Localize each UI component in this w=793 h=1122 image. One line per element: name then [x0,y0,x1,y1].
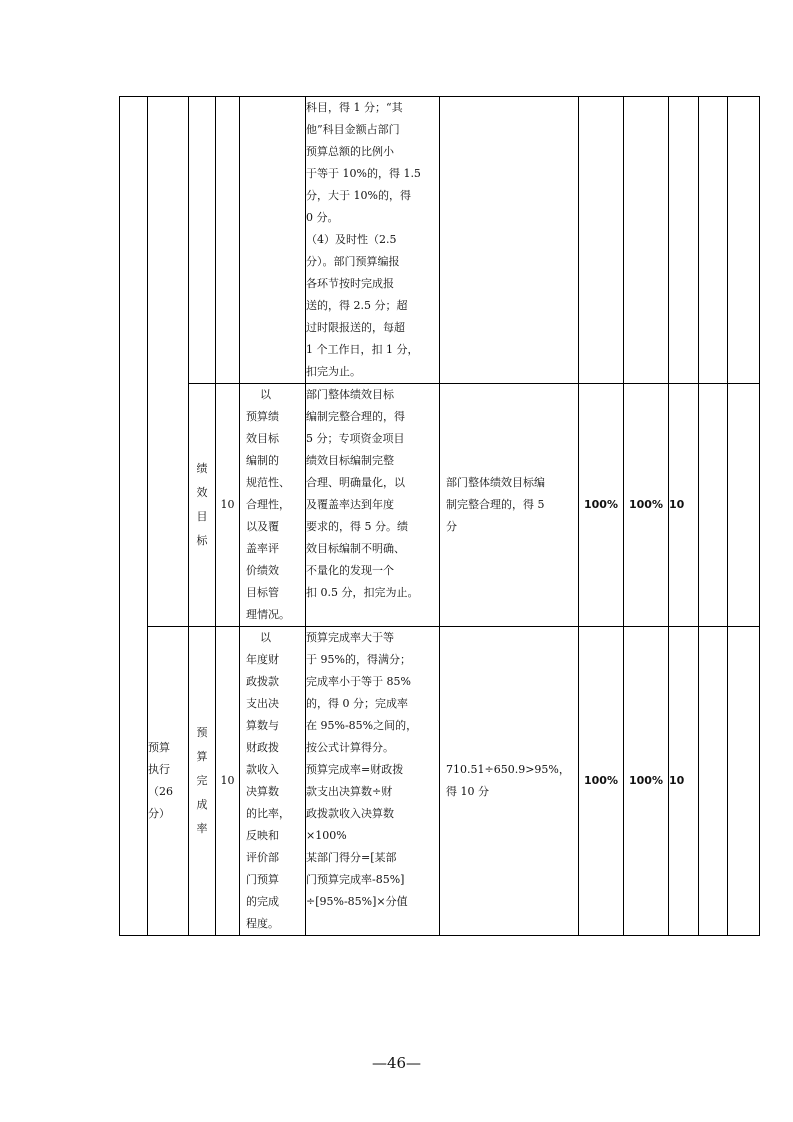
indicator-cell [189,627,216,936]
empty-cell [728,97,760,384]
description-cell [240,97,306,384]
criteria-cell: 科目，得 1 分；“其 他”科目金额占部门 预算总额的比例小 于等于 10%的，得 1.5 分，大于 10%的，得 0 分。 （4）及时性（2.5 分）。部门预算编报 各环节按时完成报 送的，得 2.5 分；超 过时限报送的，每超 1 个工作日，扣 1 分， 扣完为止。 [306,97,440,384]
empty-cell [728,627,760,936]
table-row [120,97,760,384]
table-row [120,384,760,627]
score-cell: 10 [669,627,699,936]
table-row [120,627,760,936]
indicator-label: 绩效目标 [196,462,208,547]
value-cell: 100% [624,627,669,936]
weight-cell [216,97,240,384]
evidence-cell: 710.51÷650.9>95%， 得 10 分 [440,627,579,936]
value-cell [624,97,669,384]
evaluation-table [119,96,760,936]
value-cell: 100% [579,627,624,936]
section-cell: 预算 执行 （26 分） [148,627,189,936]
empty-cell [699,384,728,627]
evidence-cell [440,97,579,384]
empty-cell [728,384,760,627]
indicator-label: 预算完成率 [196,726,208,835]
weight-cell: 10 [216,384,240,627]
value-cell: 100% [624,384,669,627]
indicator-cell [189,384,216,627]
section-cell [148,97,189,627]
indicator-cell [189,97,216,384]
criteria-cell: 预算完成率大于等 于 95%的，得满分； 完成率小于等于 85% 的，得 0 分；完成率 在 95%-85%之间的， 按公式计算得分。 预算完成率=财政拨 款支出决算数÷财 政拨款收入决算数 ×100% 某部门得分=[某部 门预算完成率-85%] ÷[95%-85%]×分值 [306,627,440,936]
value-cell: 100% [579,384,624,627]
empty-cell [699,97,728,384]
description-cell: 以 年度财 政拨款 支出决 算数与 财政拨 款收入 决算数 的比率， 反映和 评价部 门预算 的完成 程度。 [240,627,306,936]
criteria-cell: 部门整体绩效目标 编制完整合理的，得 5 分；专项资金项目 绩效目标编制完整 合理、明确量化，以 及覆盖率达到年度 要求的，得 5 分。绩 效目标编制不明确、 不量化的发现一个 扣 0.5 分，扣完为止。 [306,384,440,627]
weight-cell: 10 [216,627,240,936]
value-cell [579,97,624,384]
page-number: —46— [371,1054,422,1072]
score-cell [669,97,699,384]
category-cell [120,97,148,936]
score-cell: 10 [669,384,699,627]
empty-cell [699,627,728,936]
description-cell: 以 预算绩 效目标 编制的 规范性、 合理性， 以及覆 盖率评 价绩效 目标管 理情况。 [240,384,306,627]
evidence-cell: 部门整体绩效目标编 制完整合理的，得 5 分 [440,384,579,627]
